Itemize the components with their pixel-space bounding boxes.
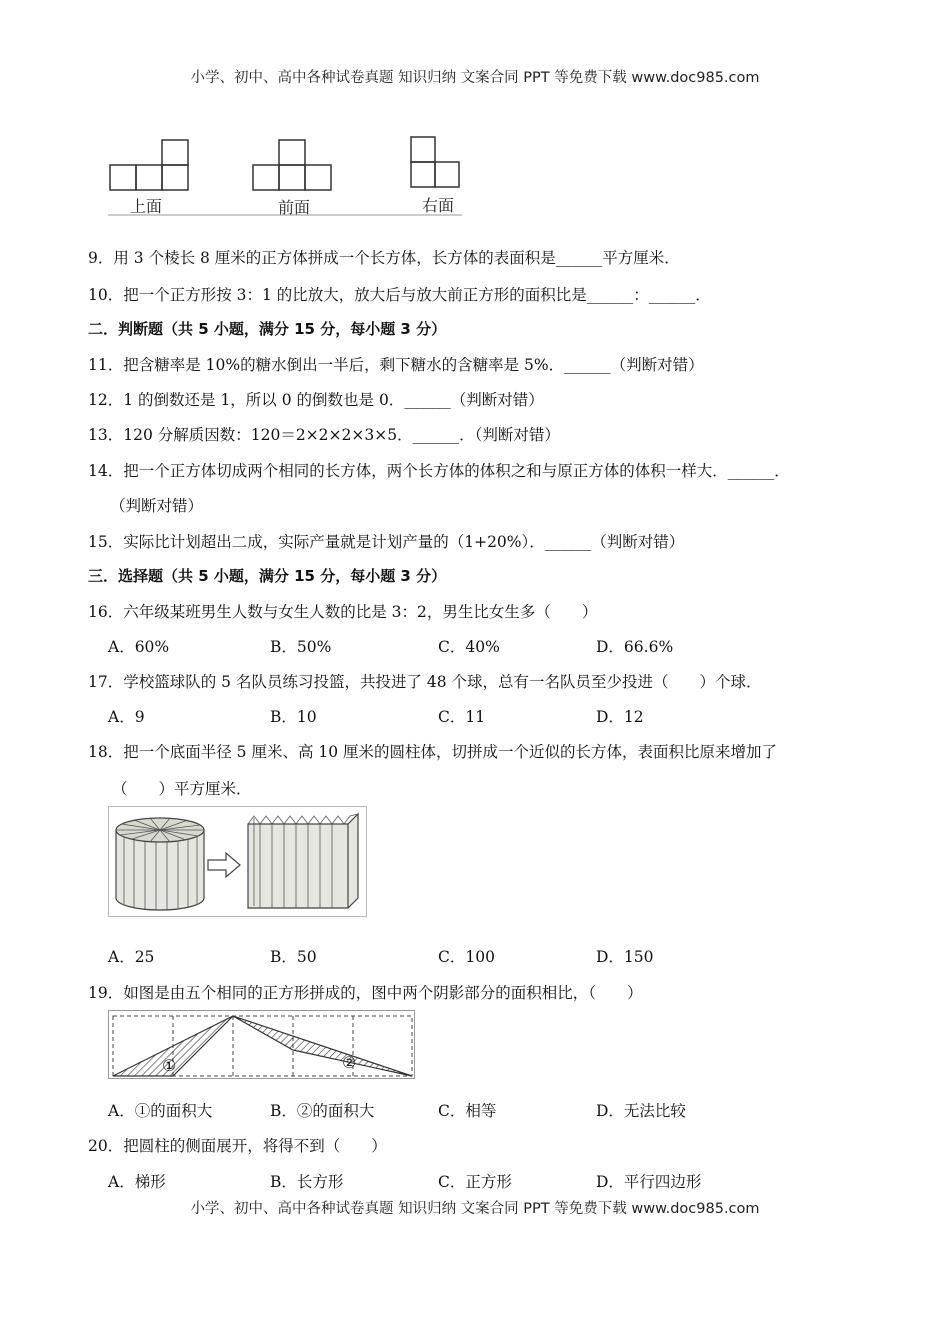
q17-option-c: C．11 (438, 708, 486, 726)
question-20: 20．把圆柱的侧面展开，将得不到（ ） (88, 1137, 387, 1155)
top-view-label: 上面 (130, 197, 163, 216)
q19-option-d: D．无法比较 (596, 1102, 686, 1120)
cylinder-to-cuboid-figure (108, 806, 368, 918)
q17-option-b: B．10 (270, 708, 317, 726)
q19-option-a: A．①的面积大 (108, 1102, 213, 1120)
q20-option-c: C．正方形 (438, 1173, 512, 1191)
question-12: 12．1 的倒数还是 1，所以 0 的倒数也是 0．______（判断对错） (88, 391, 544, 409)
page-footer: 小学、初中、高中各种试卷真题 知识归纳 文案合同 PPT 等免费下载 www.doc985.com (190, 1201, 760, 1217)
q19-option-b: B．②的面积大 (270, 1102, 375, 1120)
q18-option-d: D．150 (596, 948, 654, 966)
shaded-region-1-mark: ① (162, 1056, 177, 1075)
question-19: 19．如图是由五个相同的正方形拼成的，图中两个阴影部分的面积相比，（ ） (88, 984, 643, 1002)
q19-option-c: C．相等 (438, 1102, 497, 1120)
question-9: 9．用 3 个棱长 8 厘米的正方体拼成一个长方体，长方体的表面积是______平方厘米． (88, 249, 680, 267)
front-view-label: 前面 (278, 198, 311, 217)
q18-option-c: C．100 (438, 948, 495, 966)
question-11: 11．把含糖率是 10%的糖水倒出一半后，剩下糖水的含糖率是 5%．______（判断对错） (88, 356, 704, 374)
three-views-figure (106, 134, 468, 222)
question-18-continued: （ ）平方厘米． (112, 780, 252, 798)
q18-option-a: A．25 (108, 948, 155, 966)
q20-option-a: A．梯形 (108, 1173, 166, 1191)
five-squares-figure (108, 1010, 418, 1080)
question-18: 18．把一个底面半径 5 厘米、高 10 厘米的圆柱体，切拼成一个近似的长方体，表面积比原来增加了 (88, 743, 778, 761)
q16-option-a: A．60% (108, 638, 170, 656)
q20-option-d: D．平行四边形 (596, 1173, 702, 1191)
question-13: 13．120 分解质因数：120＝2×2×2×3×5．______．（判断对错） (88, 426, 560, 444)
question-10: 10．把一个正方形按 3：1 的比放大，放大后与放大前正方形的面积比是______：______． (88, 286, 711, 304)
q17-option-d: D．12 (596, 708, 644, 726)
right-view-label: 右面 (422, 196, 455, 215)
question-15: 15．实际比计划超出二成，实际产量就是计划产量的（1+20%）．______（判断对错） (88, 533, 685, 551)
q16-option-c: C．40% (438, 638, 500, 656)
q16-option-d: D．66.6% (596, 638, 674, 656)
question-17: 17．学校篮球队的 5 名队员练习投篮，共投进了 48 个球，总有一名队员至少投进（ ）个球． (88, 673, 762, 691)
question-14-continued: （判断对错） (110, 497, 204, 515)
q20-option-b: B．长方形 (270, 1173, 344, 1191)
shaded-region-2-mark: ② (342, 1053, 357, 1072)
q18-option-b: B．50 (270, 948, 317, 966)
question-14: 14．把一个正方体切成两个相同的长方体，两个长方体的体积之和与原正方体的体积一样大．______． (88, 462, 790, 480)
question-16: 16．六年级某班男生人数与女生人数的比是 3：2，男生比女生多（ ） (88, 603, 598, 621)
page-header: 小学、初中、高中各种试卷真题 知识归纳 文案合同 PPT 等免费下载 www.doc985.com (190, 70, 760, 86)
section-choice-heading: 三．选择题（共 5 小题，满分 15 分，每小题 3 分） (88, 567, 447, 585)
q17-option-a: A．9 (108, 708, 145, 726)
section-judgement-heading: 二．判断题（共 5 小题，满分 15 分，每小题 3 分） (88, 320, 447, 338)
q16-option-b: B．50% (270, 638, 332, 656)
